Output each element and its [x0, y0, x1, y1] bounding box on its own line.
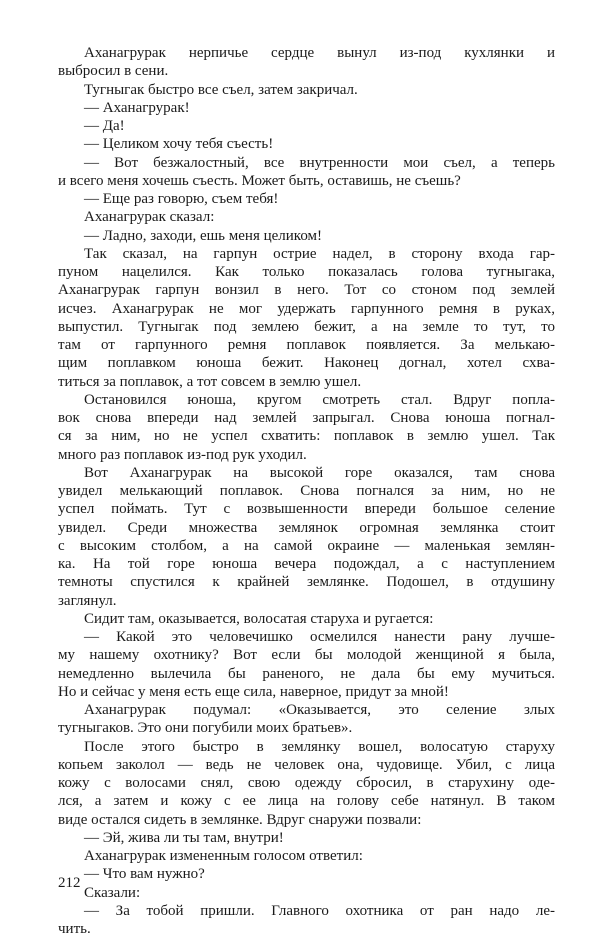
text-line: — Еще раз говорю, съем тебя!: [84, 191, 279, 207]
text-line: Вот Аханагрурак на высокой горе оказался, там снова: [84, 464, 555, 481]
text-line: кожу с волосами снял, свою одежду сбросил, в старухину оде-: [58, 775, 555, 791]
text-line: выпустил. Тугныгак под землею бежит, а на земле то тут, то: [58, 318, 555, 335]
text-line: титься за поплавок, а тот совсем в землю ушел.: [58, 373, 362, 390]
text-line: — Ладно, заходи, ешь меня целиком!: [84, 227, 323, 244]
text-line: там от гарпунного ремня поплавок появляется. За мелькаю-: [58, 337, 555, 353]
text-line: и всего меня хочешь съесть. Может быть, оставишь, не съешь?: [58, 172, 461, 189]
text-line: лся, а затем и кожу с ее лица на голову себе натянул. В таком: [58, 793, 555, 810]
text-line: пуном нацелился. Как только показалась голова тугныгака,: [58, 264, 555, 280]
text-line: — Вот безжалостный, все внутренности мои съел, а теперь: [84, 154, 555, 171]
text-line: Но и сейчас у меня есть еще сила, наверное, придут за мной!: [58, 683, 449, 700]
text-line: — Что вам нужно?: [84, 866, 205, 883]
text-line: много раз поплавок из-под рук уходил.: [58, 446, 307, 463]
text-line: Аханагрурак измененным голосом ответил:: [84, 848, 363, 864]
text-line: исчез. Аханагрурак не мог удержать гарпунного ремня в руках,: [58, 300, 555, 317]
text-line: Остановился юноша, кругом смотреть стал. Вдруг попла-: [84, 391, 555, 408]
text-line: увидел. Среди множества землянок огромная землянка стоит: [58, 519, 555, 536]
text-line: копьем заколол — ведь не человек она, чудовище. Убил, с лица: [58, 756, 555, 773]
text-line: успел поймать. Тут с возвышенности впереди большое селение: [58, 501, 555, 518]
text-line: заглянул.: [58, 592, 117, 609]
text-line: ка. На той горе юноша вечера подождал, а с наступлением: [58, 556, 555, 572]
text-line: Так сказал, на гарпун острие надел, в сторону входа гар-: [84, 245, 555, 262]
text-line: Тугныгак быстро все съел, затем закричал.: [84, 81, 358, 98]
text-line: увидел мелькающий поплавок. Снова погнался за ним, но не: [58, 483, 555, 499]
text-line: Аханагрурак подумал: «Оказывается, это селение злых: [84, 702, 555, 718]
text-line: Сказали:: [84, 884, 141, 901]
text-line: немедленно вылечила бы раненого, не дала бы ему мучиться.: [58, 665, 555, 682]
text-line: щим поплавком юноша бежит. Наконец догнал, хотел схва-: [58, 355, 555, 372]
text-line: — За тобой пришли. Главного охотника от ран надо ле-: [84, 902, 555, 919]
page-number: 212: [58, 875, 81, 891]
page-body: [58, 44, 555, 938]
text-line: тугныгаков. Это они погубили моих братьев».: [58, 720, 353, 737]
text-lines: [58, 44, 555, 938]
text-line: Аханагрурак сказал:: [84, 209, 215, 226]
text-line: — Эй, жива ли ты там, внутри!: [84, 829, 284, 846]
text-line: ся за ним, но не успел схватить: поплавок в землю ушел. Так: [58, 428, 555, 445]
text-line: вок снова впереди над землей запрыгал. Снова юноша погнал-: [58, 410, 555, 426]
text-line: му нашему охотнику? Вот если бы молодой женщиной я была,: [58, 647, 555, 664]
text-line: Аханагрурак нерпичье сердце вынул из-под кухлянки и: [84, 45, 555, 61]
text-line: Сидит там, оказывается, волосатая старуха и ругается:: [84, 610, 434, 627]
text-line: выбросил в сени.: [58, 63, 169, 80]
text-line: — Аханагрурак!: [84, 99, 190, 116]
text-line: с высоким столбом, а на самой окраине — маленькая землян-: [58, 537, 555, 554]
text-line: темноты спустился к крайней землянке. Подошел, в отдушину: [58, 574, 555, 591]
text-line: Аханагрурак гарпун вонзил в него. Тот со стоном под землей: [58, 282, 555, 299]
text-line: После этого быстро в землянку вошел, волосатую старуху: [84, 738, 555, 755]
text-line: виде остался сидеть в землянке. Вдруг снаружи позвали:: [58, 811, 422, 828]
text-line: — Какой это человечишко осмелился нанести рану лучше-: [84, 629, 555, 645]
text-line: — Целиком хочу тебя съесть!: [84, 136, 274, 153]
text-line: — Да!: [84, 118, 125, 134]
text-line: чить.: [58, 921, 91, 937]
